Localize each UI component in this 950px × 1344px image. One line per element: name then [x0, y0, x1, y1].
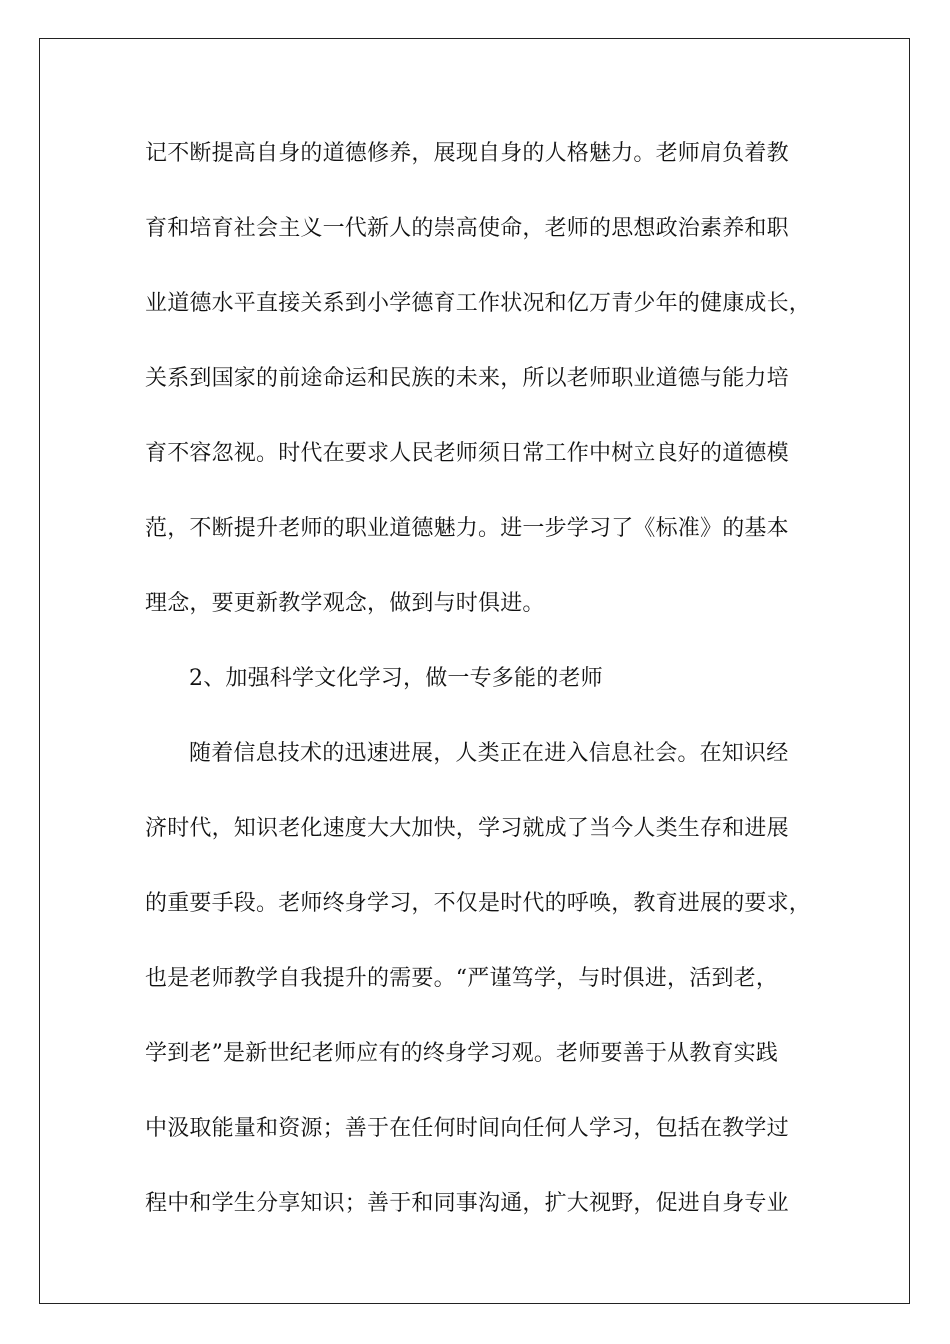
text-line: 随着信息技术的迅速进展，人类正在进入信息社会。在知识经 [189, 741, 789, 766]
text-line: 记不断提高自身的道德修养，展现自身的人格魅力。老师肩负着教 [145, 141, 789, 166]
text-line: 程中和学生分享知识；善于和同事沟通，扩大视野，促进自身专业 [145, 1191, 789, 1216]
text-line: 范，不断提升老师的职业道德魅力。进一步学习了《标准》的基本 [145, 516, 789, 541]
text-line: 济时代，知识老化速度大大加快，学习就成了当今人类生存和进展 [145, 816, 789, 841]
text-line: 学到老”是新世纪老师应有的终身学习观。老师要善于从教育实践 [145, 1041, 779, 1066]
text-line: 育和培育社会主义一代新人的崇高使命，老师的思想政治素养和职 [145, 216, 789, 241]
section-heading: 2、加强科学文化学习，做一专多能的老师 [189, 666, 603, 691]
text-line: 也是老师教学自我提升的需要。“严谨笃学，与时俱进，活到老， [145, 966, 779, 991]
text-line: 育不容忽视。时代在要求人民老师须日常工作中树立良好的道德模 [145, 441, 789, 466]
text-line: 关系到国家的前途命运和民族的未来，所以老师职业道德与能力培 [145, 366, 789, 391]
text-line: 中汲取能量和资源；善于在任何时间向任何人学习，包括在教学过 [145, 1116, 789, 1141]
document-body [145, 130, 815, 1255]
text-line: 业道德水平直接关系到小学德育工作状况和亿万青少年的健康成长， [145, 291, 812, 316]
text-line: 的重要手段。老师终身学习，不仅是时代的呼唤，教育进展的要求， [145, 891, 812, 916]
text-line: 理念，要更新教学观念，做到与时俱进。 [145, 591, 545, 616]
